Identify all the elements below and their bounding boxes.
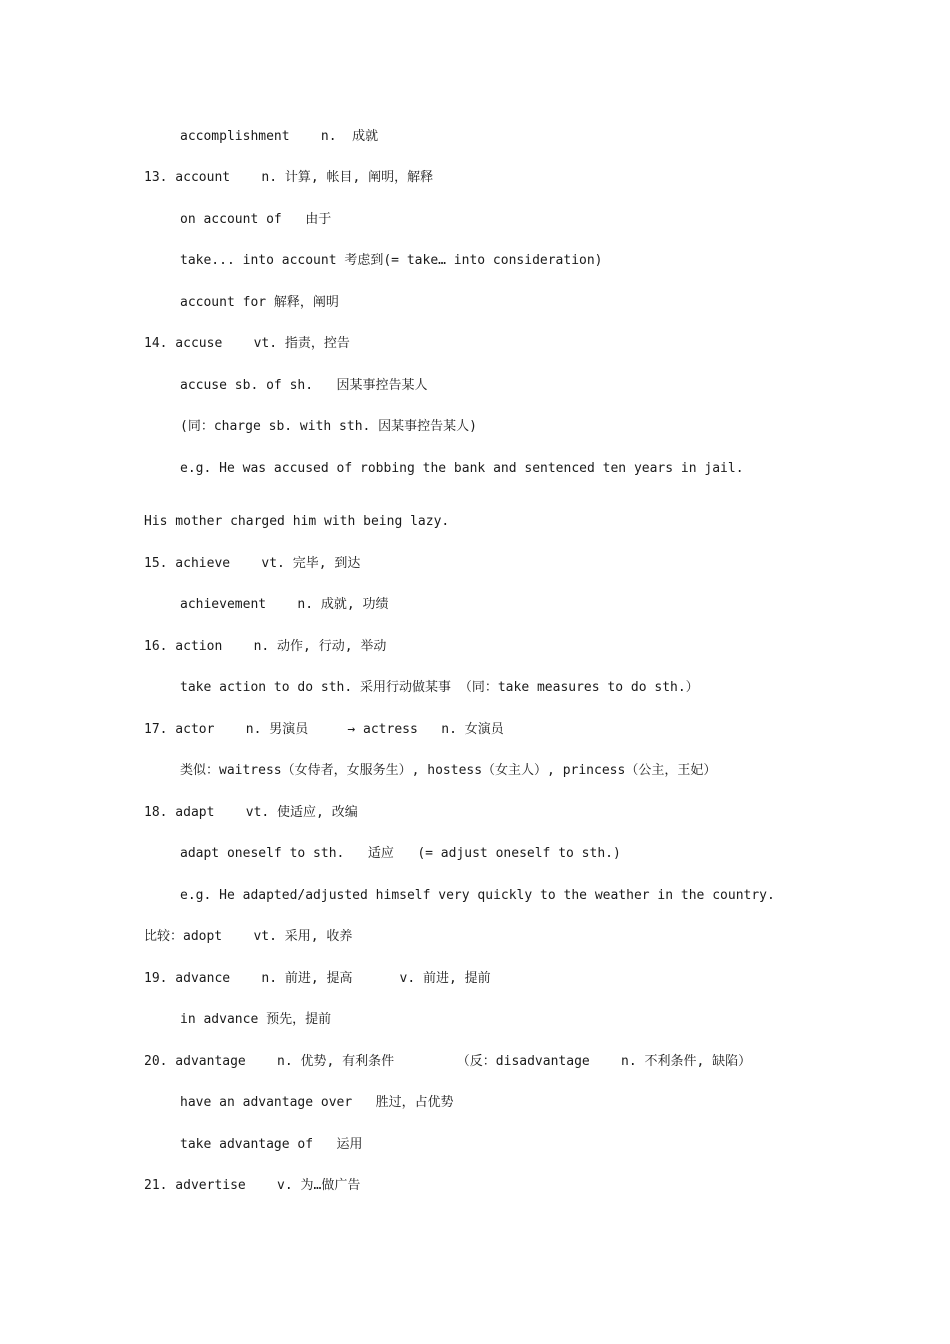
entry-heading: 19. advance n. 前进, 提高 v. 前进, 提前 bbox=[144, 971, 491, 986]
entry-line: adapt oneself to sth. 适应 (= adjust oneself to sth.) bbox=[180, 846, 621, 861]
entry-heading: 17. actor n. 男演员 → actress n. 女演员 bbox=[144, 722, 504, 737]
entry-line: take advantage of 运用 bbox=[180, 1137, 363, 1152]
entry-heading: 13. account n. 计算, 帐目, 阐明，解释 bbox=[144, 170, 434, 185]
entry-line: account for 解释，阐明 bbox=[180, 295, 339, 310]
entry-heading: 14. accuse vt. 指责，控告 bbox=[144, 336, 350, 351]
entry-line: (同：charge sb. with sth. 因某事控告某人) bbox=[180, 419, 478, 434]
entry-line: take... into account 考虑到(= take… into consideration) bbox=[180, 253, 603, 268]
entry-line: achievement n. 成就, 功绩 bbox=[180, 597, 389, 612]
entry-line: have an advantage over 胜过，占优势 bbox=[180, 1095, 454, 1110]
entry-line: accuse sb. of sh. 因某事控告某人 bbox=[180, 378, 428, 393]
entry-heading: 16. action n. 动作, 行动, 举动 bbox=[144, 639, 387, 654]
compare-line: 比较：adopt vt. 采用, 收养 bbox=[144, 929, 353, 944]
entry-line: 类似：waitress（女侍者，女服务生）, hostess（女主人）, princess（公主，王妃） bbox=[180, 763, 717, 778]
example-line: His mother charged him with being lazy. bbox=[144, 514, 450, 529]
entry-heading: 21. advertise v. 为…做广告 bbox=[144, 1178, 361, 1193]
entry-heading: 15. achieve vt. 完毕, 到达 bbox=[144, 556, 361, 571]
entry-line: on account of 由于 bbox=[180, 212, 332, 227]
example-line: e.g. He was accused of robbing the bank and sentenced ten years in jail. bbox=[180, 461, 744, 476]
entry-line: take action to do sth. 采用行动做某事 （同：take measures to do sth.） bbox=[180, 680, 699, 695]
entry-line: in advance 预先，提前 bbox=[180, 1012, 332, 1027]
entry-line: accomplishment n. 成就 bbox=[180, 129, 379, 144]
entry-heading: 20. advantage n. 优势, 有利条件 （反：disadvantage n. 不利条件, 缺陷） bbox=[144, 1054, 752, 1069]
example-line: e.g. He adapted/adjusted himself very quickly to the weather in the country. bbox=[180, 888, 775, 903]
entry-heading: 18. adapt vt. 使适应, 改编 bbox=[144, 805, 358, 820]
